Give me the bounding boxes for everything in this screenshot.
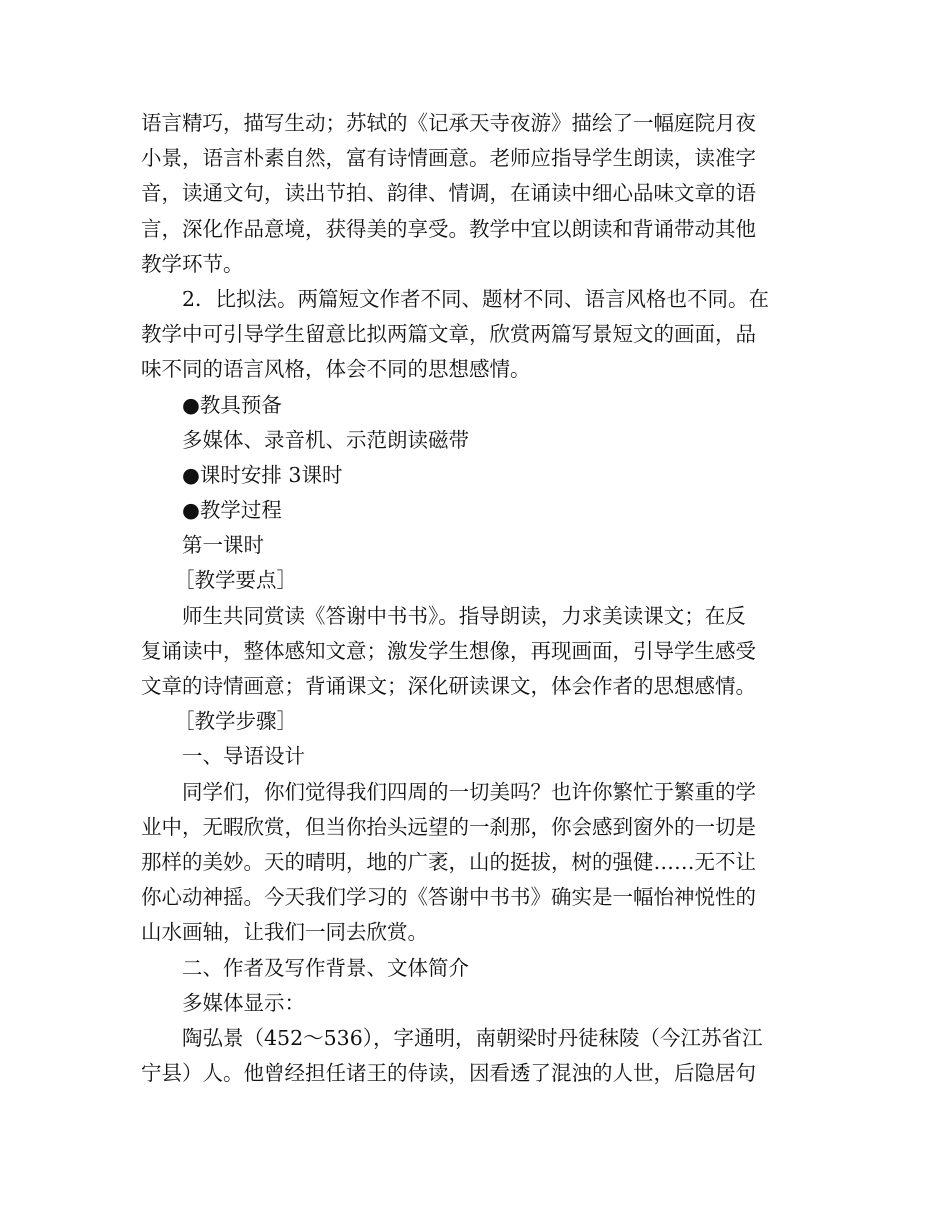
paragraph-start-line: 2．比拟法。两篇短文作者不同、题材不同、语言风格也不同。在 (182, 286, 770, 311)
text-line: 教学中可引导学生留意比拟两篇文章，欣赏两篇写景短文的画面，品 (141, 322, 756, 347)
section-heading-schedule: ●课时安排 3课时 (182, 462, 343, 487)
text-line: 你心动神摇。今天我们学习的《答谢中书书》确实是一幅怡神悦性的 (141, 885, 756, 910)
text-line: 复诵读中，整体感知文意；激发学生想像，再现画面，引导学生感受 (141, 638, 756, 663)
text-line: 文章的诗情画意；背诵课文；深化研读课文，体会作者的思想感情。 (141, 674, 756, 698)
text-line: 宁县）人。他曾经担任诸王的侍读，因看透了混浊的人世，后隐居句 (141, 1061, 756, 1086)
text-line: 业中，无暇欣赏，但当你抬头远望的一刹那，你会感到窗外的一切是 (141, 814, 756, 839)
multimedia-label: 多媒体显示： (182, 990, 305, 1015)
text-line: 小景，语言朴素自然，富有诗情画意。老师应指导学生朗读，读准字 (141, 146, 756, 171)
text-line: 语言精巧，描写生动；苏轼的《记承天寺夜游》描绘了一幅庭院月夜 (141, 111, 756, 135)
text-line: 那样的美妙。天的晴明，地的广袤，山的挺拔，树的强健……无不让 (141, 849, 756, 874)
subheading-steps: ［教学步骤］ (174, 709, 297, 734)
text-line: 言，深化作品意境，获得美的享受。教学中宜以朗读和背诵带动其他 (141, 216, 756, 241)
lesson-title: 第一课时 (182, 533, 264, 558)
text-line: 山水画轴，让我们一同去欣赏。 (141, 920, 428, 945)
step-heading-intro: 一、导语设计 (182, 744, 305, 769)
section-heading-teaching-tools: ●教具预备 (182, 392, 282, 417)
text-line: 音，读通文句，读出节拍、韵律、情调，在诵读中细心品味文章的语 (141, 181, 756, 206)
text-line: 味不同的语言风格，体会不同的思想感情。 (141, 357, 531, 382)
paragraph-start-line: 同学们，你们觉得我们四周的一切美吗？也许你繁忙于繁重的学 (182, 779, 756, 804)
paragraph-start-line: 师生共同赏读《答谢中书书》。指导朗读，力求美读课文；在反 (182, 603, 746, 628)
step-heading-author: 二、作者及写作背景、文体简介 (182, 955, 469, 980)
paragraph-start-line: 陶弘景（452～536），字通明，南朝梁时丹徒秣陵（今江苏省江 (182, 1025, 763, 1050)
section-heading-process: ●教学过程 (182, 498, 282, 523)
text-line: 教学环节。 (141, 251, 244, 276)
document-page (141, 106, 811, 1091)
subheading-key-points: ［教学要点］ (174, 568, 297, 593)
teaching-tools-list: 多媒体、录音机、示范朗读磁带 (182, 427, 469, 452)
